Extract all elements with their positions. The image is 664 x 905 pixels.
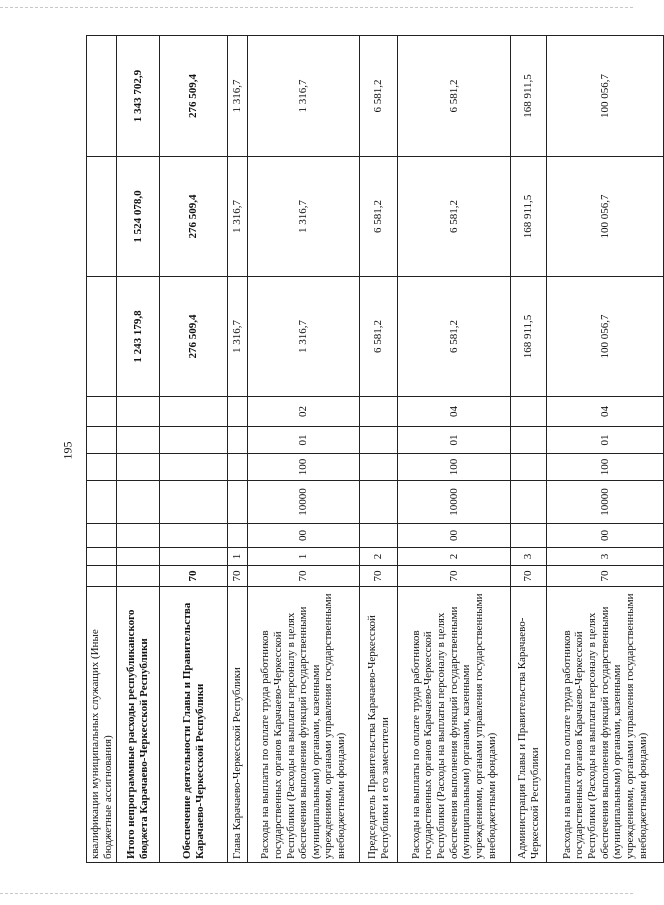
code-cell-4: 10000: [248, 481, 360, 524]
code-cell-2: [160, 548, 228, 566]
code-cell-2: [117, 548, 160, 566]
budget-table-wrapper: [86, 36, 649, 863]
sum-cell-1: 1 316,7: [248, 277, 360, 397]
code-cell-4: [511, 481, 547, 524]
code-cell-5: 100: [547, 454, 664, 481]
code-cell-1: 70: [228, 566, 248, 587]
code-cell-4: [228, 481, 248, 524]
code-cell-2: 1: [228, 548, 248, 566]
sum-cell-2: [87, 157, 117, 277]
code-cell-5: [117, 454, 160, 481]
code-cell-1: 70: [360, 566, 398, 587]
table-row: [160, 36, 228, 863]
code-cell-7: 04: [398, 397, 511, 427]
code-cell-1: 70: [511, 566, 547, 587]
row-name-cell: Расходы на выплаты по оплате труда работников государственных органов Карачаево-Черкесской Республики (Расходы на выплаты персоналу в целях обеспечения выполнения функций государственными (муниципальными) органами, казенными учреждениями, органами управления государственными внебюджетными фондами): [547, 587, 664, 863]
table-row: [398, 36, 511, 863]
code-cell-3: [360, 524, 398, 548]
code-cell-7: [360, 397, 398, 427]
code-cell-6: [511, 427, 547, 454]
sum-cell-1: 168 911,5: [511, 277, 547, 397]
code-cell-2: 3: [511, 548, 547, 566]
budget-table-rotator: [86, 36, 649, 863]
code-cell-6: [117, 427, 160, 454]
code-cell-5: [360, 454, 398, 481]
row-name-cell: Обеспечение деятельности Главы и Правительства Карачаево-Черкесской Республики: [160, 587, 228, 863]
code-cell-5: 100: [398, 454, 511, 481]
code-cell-6: 01: [547, 427, 664, 454]
code-cell-5: [511, 454, 547, 481]
code-cell-1: 70: [547, 566, 664, 587]
code-cell-4: [87, 481, 117, 524]
sum-cell-3: 1 316,7: [248, 36, 360, 157]
code-cell-2: 3: [547, 548, 664, 566]
code-cell-3: [87, 524, 117, 548]
code-cell-6: [87, 427, 117, 454]
code-cell-3: 00: [547, 524, 664, 548]
sum-cell-1: [87, 277, 117, 397]
row-name-cell: Расходы на выплаты по оплате труда работников государственных органов Карачаево-Черкесской Республики (Расходы на выплаты персоналу в целях обеспечения выполнения функций государственными (муниципальными) органами, казенными учреждениями, органами управления государственными внебюджетными фондами): [248, 587, 360, 863]
code-cell-5: 100: [248, 454, 360, 481]
code-cell-2: 1: [248, 548, 360, 566]
code-cell-7: 02: [248, 397, 360, 427]
code-cell-5: [87, 454, 117, 481]
sum-cell-1: 6 581,2: [360, 277, 398, 397]
code-cell-6: [160, 427, 228, 454]
sum-cell-2: 6 581,2: [360, 157, 398, 277]
code-cell-4: [160, 481, 228, 524]
sum-cell-1: 100 056,7: [547, 277, 664, 397]
sum-cell-3: 100 056,7: [547, 36, 664, 157]
table-row: [248, 36, 360, 863]
sum-cell-1: 1 243 179,8: [117, 277, 160, 397]
sum-cell-3: [87, 36, 117, 157]
sum-cell-2: 276 509,4: [160, 157, 228, 277]
sum-cell-3: 1 316,7: [228, 36, 248, 157]
code-cell-7: 04: [547, 397, 664, 427]
code-cell-3: 00: [398, 524, 511, 548]
scan-edge-bottom: [0, 893, 633, 894]
sum-cell-2: 1 316,7: [228, 157, 248, 277]
code-cell-6: 01: [398, 427, 511, 454]
code-cell-3: [160, 524, 228, 548]
sum-cell-2: 168 911,5: [511, 157, 547, 277]
row-name-cell: Итого непрограммные расходы республиканского бюджета Карачаево-Черкесской Республики: [117, 587, 160, 863]
row-name-cell: Расходы на выплаты по оплате труда работников государственных органов Карачаево-Черкесской Республики (Расходы на выплаты персоналу в целях обеспечения выполнения функций государственными (муниципальными) органами, казенными учреждениями, органами управления государственными внебюджетными фондами): [398, 587, 511, 863]
table-row: [511, 36, 547, 863]
table-row: [228, 36, 248, 863]
sum-cell-1: 276 509,4: [160, 277, 228, 397]
code-cell-6: 01: [248, 427, 360, 454]
sum-cell-3: 6 581,2: [398, 36, 511, 157]
code-cell-1: 70: [248, 566, 360, 587]
scan-edge-top: [0, 7, 633, 8]
code-cell-4: [117, 481, 160, 524]
row-name-cell: квалификации муниципальных служащих (Иные бюджетные ассигнования): [87, 587, 117, 863]
code-cell-1: [117, 566, 160, 587]
row-name-cell: Председатель Правительства Карачаево-Черкесской Республики и его заместители: [360, 587, 398, 863]
table-row: [87, 36, 117, 863]
sum-cell-1: 1 316,7: [228, 277, 248, 397]
sum-cell-2: 1 524 078,0: [117, 157, 160, 277]
page-number: 195: [60, 441, 75, 460]
code-cell-3: [228, 524, 248, 548]
code-cell-6: [360, 427, 398, 454]
code-cell-1: [87, 566, 117, 587]
code-cell-2: 2: [360, 548, 398, 566]
row-name-cell: Администрация Главы и Правительства Карачаево-Черкесской Республики: [511, 587, 547, 863]
sum-cell-2: 6 581,2: [398, 157, 511, 277]
budget-table: [86, 35, 664, 863]
code-cell-4: 10000: [547, 481, 664, 524]
code-cell-1: 70: [398, 566, 511, 587]
code-cell-1: 70: [160, 566, 228, 587]
sum-cell-1: 6 581,2: [398, 277, 511, 397]
code-cell-7: [511, 397, 547, 427]
code-cell-2: 2: [398, 548, 511, 566]
sum-cell-2: 1 316,7: [248, 157, 360, 277]
sum-cell-3: 276 509,4: [160, 36, 228, 157]
code-cell-3: [117, 524, 160, 548]
code-cell-2: [87, 548, 117, 566]
code-cell-3: 00: [248, 524, 360, 548]
table-row: [547, 36, 664, 863]
code-cell-3: [511, 524, 547, 548]
code-cell-4: 10000: [398, 481, 511, 524]
code-cell-7: [160, 397, 228, 427]
sum-cell-2: 100 056,7: [547, 157, 664, 277]
sum-cell-3: 168 911,5: [511, 36, 547, 157]
sum-cell-3: 1 343 702,9: [117, 36, 160, 157]
row-name-cell: Глава Карачаево-Черкесской Республики: [228, 587, 248, 863]
table-row: [360, 36, 398, 863]
sum-cell-3: 6 581,2: [360, 36, 398, 157]
code-cell-5: [228, 454, 248, 481]
table-row: [117, 36, 160, 863]
code-cell-6: [228, 427, 248, 454]
code-cell-7: [117, 397, 160, 427]
code-cell-4: [360, 481, 398, 524]
code-cell-7: [228, 397, 248, 427]
code-cell-7: [87, 397, 117, 427]
code-cell-5: [160, 454, 228, 481]
budget-table-body: [87, 36, 664, 863]
